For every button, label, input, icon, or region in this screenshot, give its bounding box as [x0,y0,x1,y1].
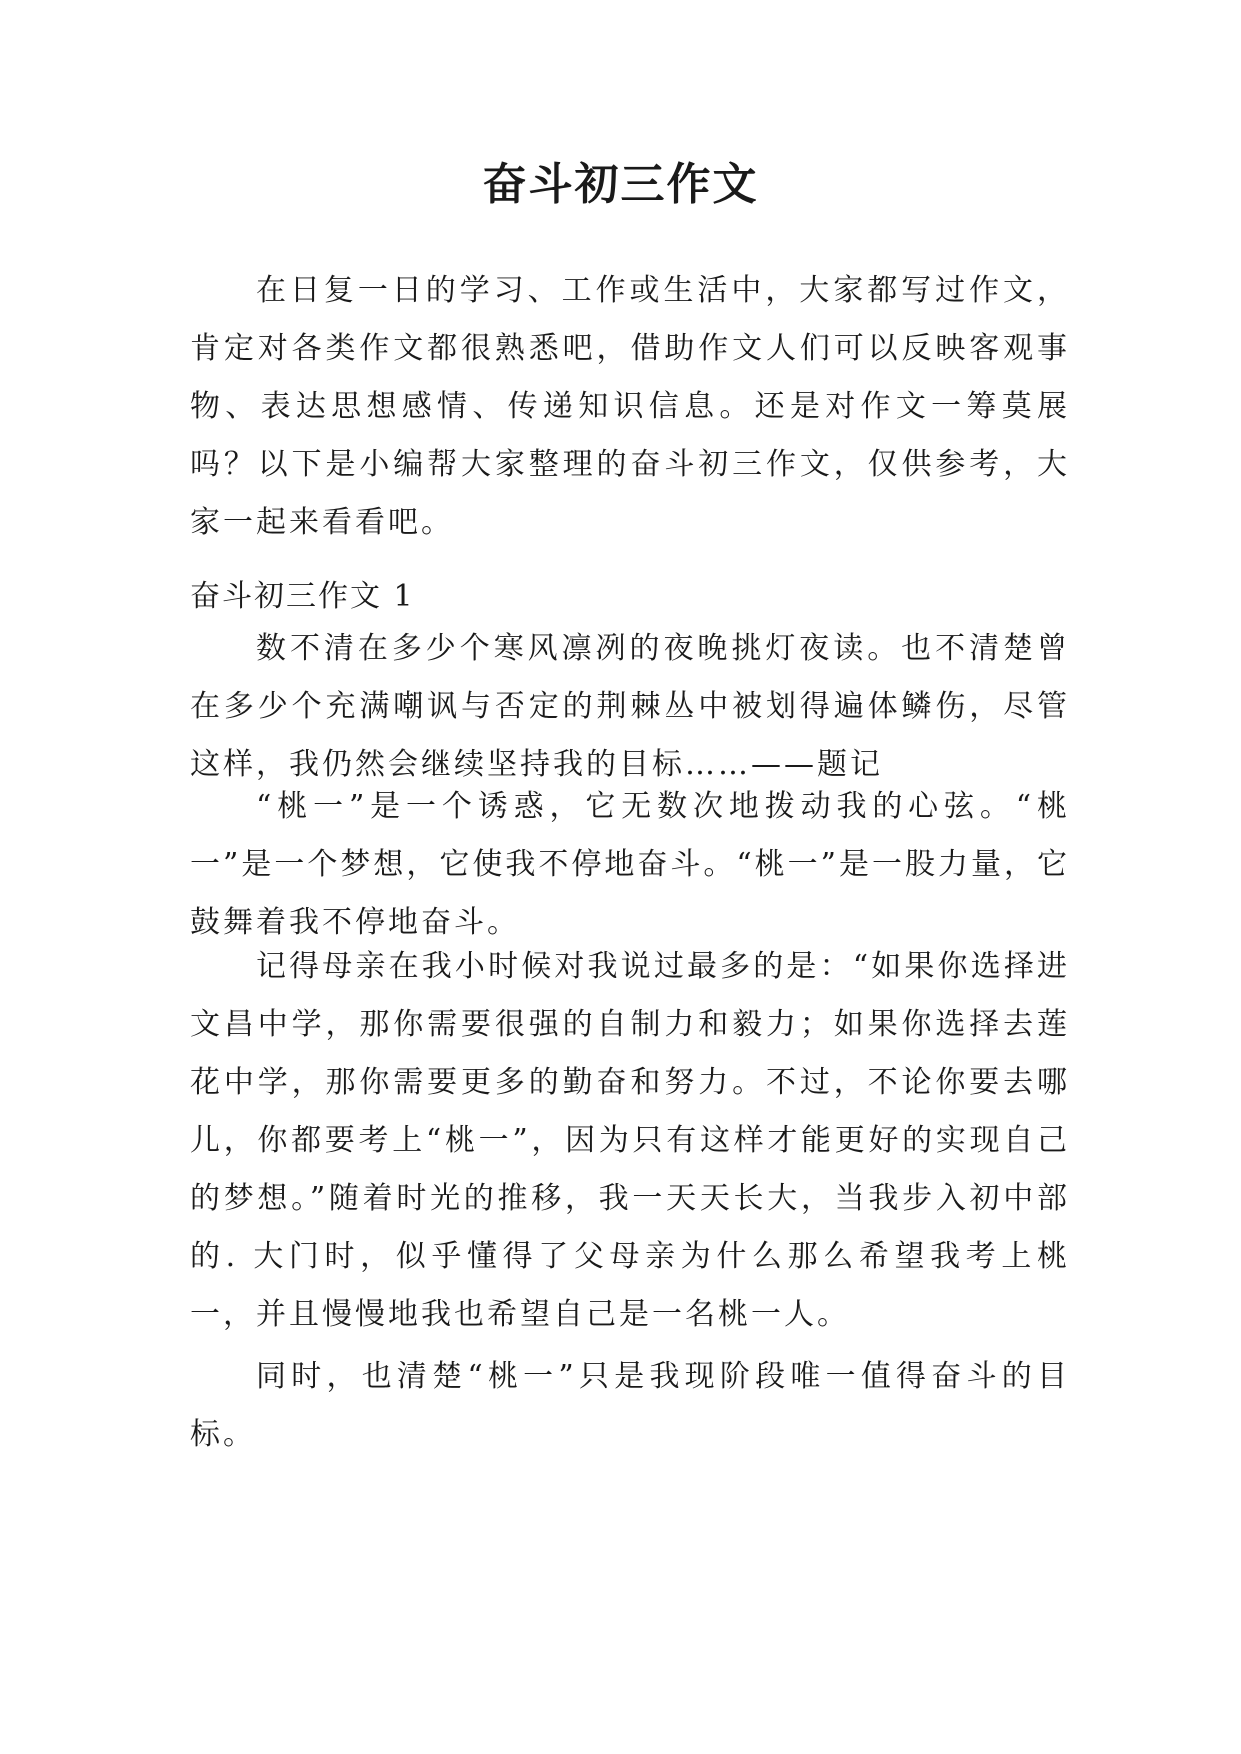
intro-paragraph: 在日复一日的学习、工作或生活中，大家都写过作文，肯定对各类作文都很熟悉吧，借助作文人们可以反映客观事物、表达思想感情、传递知识信息。还是对作文一筹莫展吗？以下是小编帮大家整理的奋斗初三作文，仅供参考，大家一起来看看吧。 [190,273,1070,540]
document-title: 奋斗初三作文 [482,159,759,210]
body-paragraph-2: “桃一”是一个诱惑，它无数次地拨动我的心弦。“桃一”是一个梦想，它使我不停地奋斗。“桃一”是一股力量，它鼓舞着我不停地奋斗。 [190,789,1071,940]
body-paragraph-3: 记得母亲在我小时候对我说过最多的是：“如果你选择进文昌中学，那你需要很强的自制力和毅力；如果你选择去莲花中学，那你需要更多的勤奋和努力。不过，不论你要去哪儿，你都要考上“桃一”，因为只有这样才能更好的实现自己的梦想。”随着时光的推移，我一天天长大，当我步入初中部的. 大门时，似乎懂得了父母亲为什么那么希望我考上桃一，并且慢慢地我也希望自己是一名桃一人。 [190,949,1070,1332]
body-paragraph-4: 同时，也清楚“桃一”只是我现阶段唯一值得奋斗的目标。 [190,1359,1070,1452]
section-heading: 奋斗初三作文 1 [190,579,415,614]
body-paragraph-1: 数不清在多少个寒风凛冽的夜晚挑灯夜读。也不清楚曾在多少个充满嘲讽与否定的荆棘丛中被划得遍体鳞伤，尽管这样，我仍然会继续坚持我的目标……——题记 [190,631,1070,782]
